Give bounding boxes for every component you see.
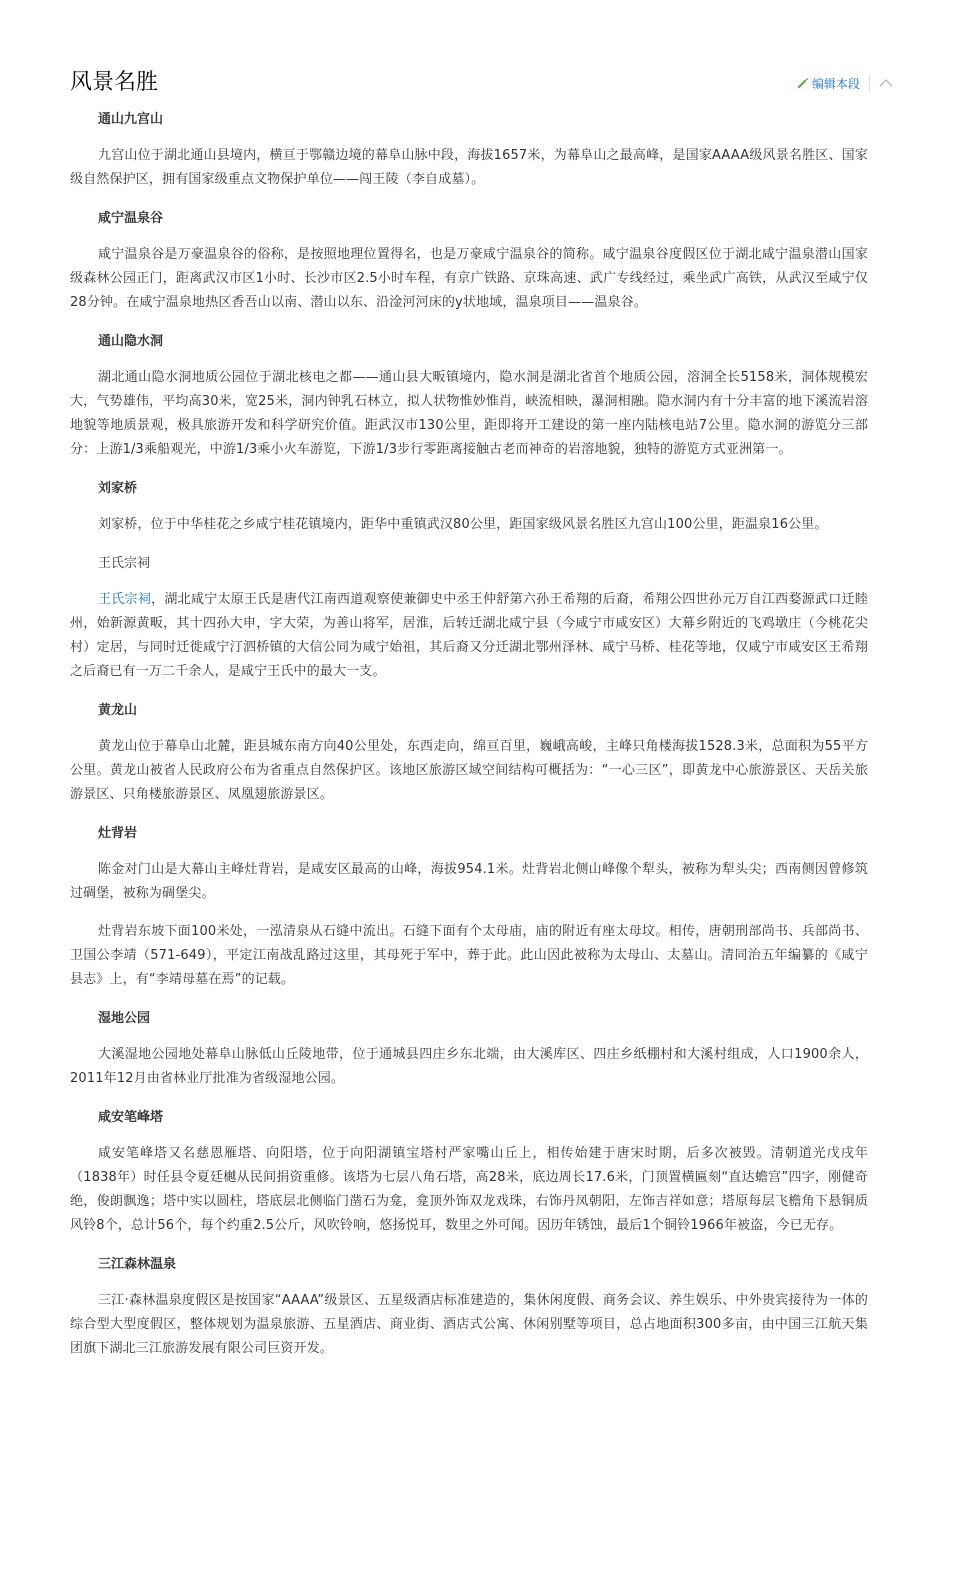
section-header — [70, 66, 868, 106]
paragraph: 湖北通山隐水洞地质公园位于湖北核电之都——通山县大畈镇境内，隐水洞是湖北省首个地质公园，溶洞全长5158米，洞体规模宏大，气势雄伟，平均高30米，宽25米，洞内钟乳石林立，拟人状物惟妙惟肖，峡流相映，瀑洞相融。隐水洞内有十分丰富的地下溪流岩溶地貌等地质景观，极具旅游开发和科学研究价值。距武汉市130公里，距即将开工建设的第一座内陆核电站7公里。隐水洞的游览分三部分：上游1/3乘船观光，中游1/3乘小火车游览，下游1/3步行零距离接触古老而神奇的岩溶地貌，独特的游览方式亚洲第一。 — [70, 370, 868, 457]
paragraph: 咸宁温泉谷是万豪温泉谷的俗称，是按照地理位置得名，也是万豪咸宁温泉谷的简称。咸宁温泉谷度假区位于湖北咸宁温泉潜山国家级森林公园正门，距离武汉市区1小时、长沙市区2.5小时车程，有京广铁路、京珠高速、武广专线经过，乘坐武广高铁，从武汉至咸宁仅28分钟。在咸宁温泉地热区香吾山以南、潜山以东、沿淦河河床的y状地域，温泉项目——温泉谷。 — [70, 247, 868, 310]
paragraph: 九宫山位于湖北通山县境内，横亘于鄂赣边境的幕阜山脉中段，海拔1657米，为幕阜山之最高峰，是国家AAAA级风景名胜区、国家级自然保护区，拥有国家级重点文物保护单位——闯王陵（李自成墓）。 — [70, 148, 868, 187]
paragraph: 灶背岩东坡下面100米处，一泓清泉从石缝中流出。石缝下面有个太母庙，庙的附近有座太母坟。相传，唐朝刑部尚书、兵部尚书、卫国公李靖（571-649），平定江南战乱路过这里，其母死于军中，葬于此。此山因此被称为太母山、太墓山。清同治五年编纂的《咸宁县志》上，有“李靖母墓在焉”的记载。 — [70, 924, 868, 987]
paragraph: 咸安笔峰塔又名慈恩雁塔、向阳塔，位于向阳湖镇宝塔村严家嘴山丘上，相传始建于唐宋时期，后多次被毁。清朝道光戊戌年（1838年）时任县令夏廷樾从民间捐资重修。该塔为七层八角石塔，高28米，底边周长17.6米，门顶置横匾刻“直达蟾宫”四字，刚健奇绝，俊朗飘逸；塔中实以圆柱，塔底层北侧临门凿石为龛，龛顶外饰双龙戏珠，右饰丹凤朝阳，左饰吉祥如意；塔原每层飞檐角下悬铜质风铃8个，总计56个，每个约重2.5公斤，风吹铃响，悠扬悦耳，数里之外可闻。因历年锈蚀，最后1个铜铃1966年被盗，今已无存。 — [70, 1146, 868, 1233]
subheading: 三江森林温泉 — [98, 1257, 177, 1272]
paragraph: 三江·森林温泉度假区是按国家“AAAA”级景区、五星级酒店标准建造的，集休闲度假、商务会议、养生娱乐、中外贵宾接待为一体的综合型大型度假区，整体规划为温泉旅游、五星酒店、商业街、酒店式公寓、休闲别墅等项目，总占地面积300多亩，由中国三江航天集团旗下湖北三江旅游发展有限公司巨资开发。 — [70, 1293, 868, 1356]
paragraph: 刘家桥，位于中华桂花之乡咸宁桂花镇境内，距华中重镇武汉80公里，距国家级风景名胜区九宫山100公里，距温泉16公里。 — [98, 517, 828, 532]
section-title: 风景名胜 — [70, 70, 159, 95]
subheading-plain: 王氏宗祠 — [98, 556, 151, 571]
paragraph — [70, 588, 868, 684]
subheading: 灶背岩 — [98, 826, 138, 841]
wangshi-zongci-link[interactable]: 王氏宗祠 — [98, 592, 152, 607]
paragraph: 陈金对门山是大幕山主峰灶背岩，是咸安区最高的山峰，海拔954.1米。灶背岩北侧山峰像个犁头，被称为犁头尖；西南侧因曾修筑过碉堡，被称为碉堡尖。 — [70, 862, 868, 901]
header-tools — [797, 74, 894, 92]
paragraph-text: ，湖北咸宁太原王氏是唐代江南西道观察使兼御史中丞王仲舒第六孙王希翔的后裔，希翔公四世孙元万自江西婺源武口迁睦州，始新源黄畈，其十四孙大申，字大荣，为善山将军，居淮，后转迁湖北咸宁县（今咸宁市咸安区）大幕乡附近的飞鸡墩庄（今桃花尖村）定居，与同时迁徙咸宁汀泗桥镇的大信公同为咸宁始祖，其后裔又分迁湖北鄂州泽林、咸宁马桥、桂花等地，仅咸宁市咸安区王希翔之后裔已有一万二千余人，是咸宁王氏中的最大一支。 — [70, 592, 868, 679]
edit-section-label: 编辑本段 — [811, 76, 860, 91]
subheading: 刘家桥 — [98, 481, 138, 496]
collapse-chevron-up-icon[interactable] — [878, 75, 894, 91]
paragraph: 黄龙山位于幕阜山北麓，距县城东南方向40公里处，东西走向，绵亘百里，巍峨高峻，主峰只角楼海拔1528.3米，总面积为55平方公里。黄龙山被省人民政府公布为省重点自然保护区。该地区旅游区域空间结构可概括为：“一心三区”，即黄龙中心旅游景区、天岳关旅游景区、只角楼旅游景区、凤凰翅旅游景区。 — [70, 739, 868, 802]
edit-section-button[interactable] — [797, 75, 860, 92]
subheading: 黄龙山 — [98, 703, 138, 718]
tools-divider — [869, 74, 870, 92]
subheading: 通山九宫山 — [98, 112, 164, 127]
edit-pencil-icon — [797, 77, 809, 89]
section-content — [70, 110, 868, 1361]
subheading: 咸安笔峰塔 — [98, 1110, 164, 1125]
subheading: 咸宁温泉谷 — [98, 211, 164, 226]
subheading: 湿地公园 — [98, 1011, 151, 1026]
paragraph: 大溪湿地公园地处幕阜山脉低山丘陵地带，位于通城县四庄乡东北端，由大溪库区、四庄乡纸棚村和大溪村组成，人口1900余人，2011年12月由省林业厅批准为省级湿地公园。 — [70, 1047, 868, 1086]
subheading: 通山隐水洞 — [98, 334, 164, 349]
